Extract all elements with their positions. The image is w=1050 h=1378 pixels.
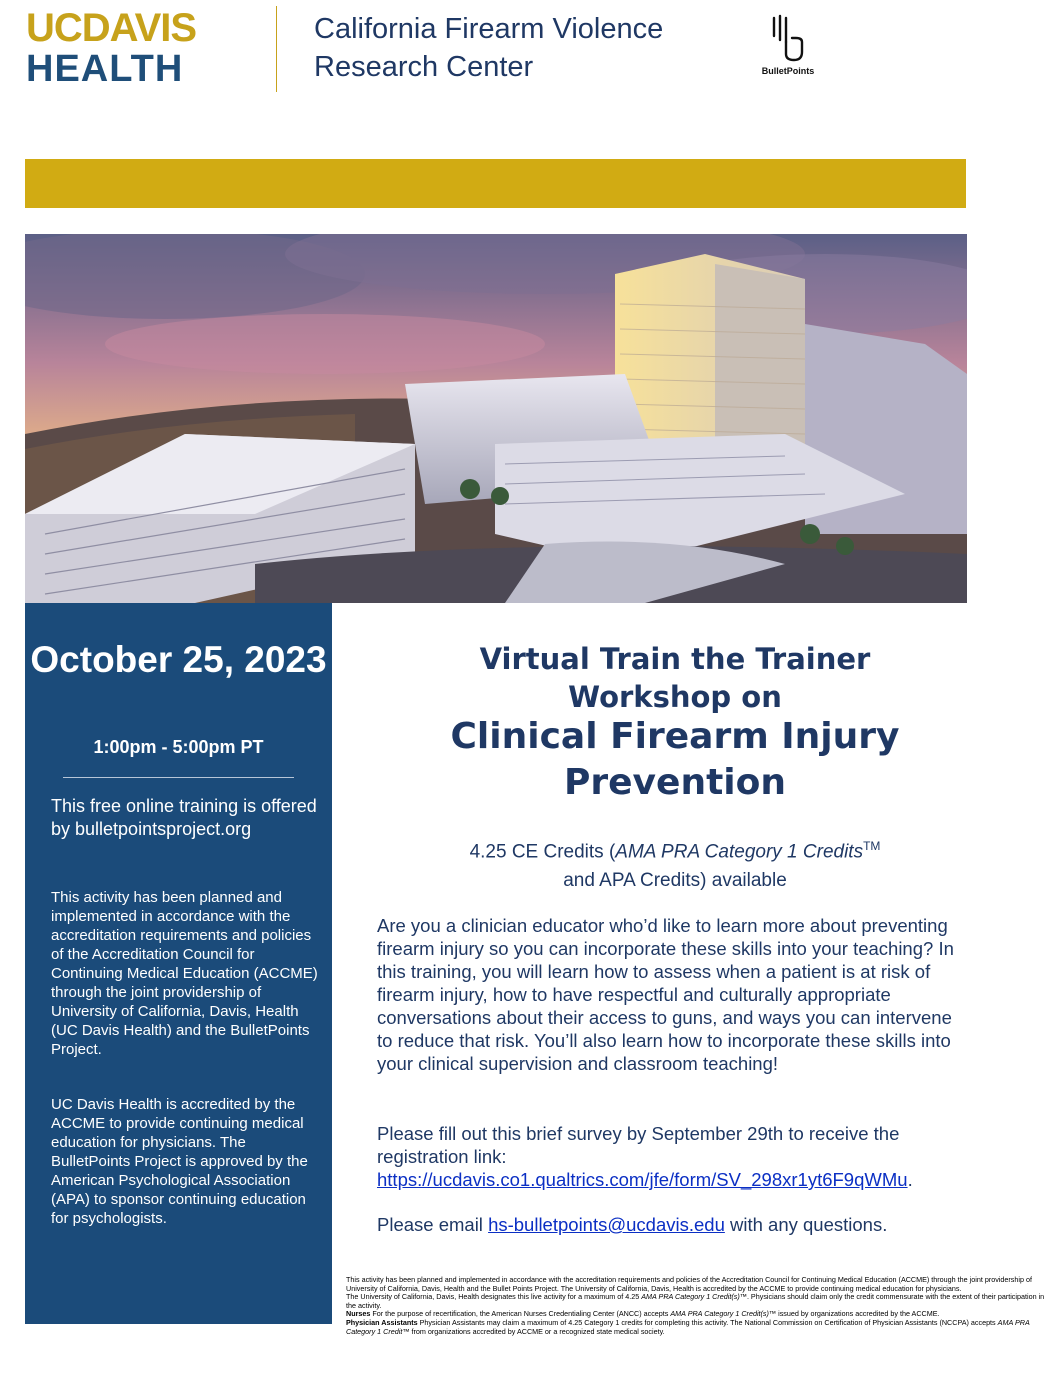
title-line-1: Virtual Train the Trainer: [479, 642, 871, 676]
center-name: [314, 10, 663, 86]
uc-davis-health-logo: [26, 8, 196, 88]
email-link[interactable]: hs-bulletpoints@ucdavis.edu: [488, 1214, 725, 1235]
gold-banner-bar: [25, 159, 966, 208]
accreditation-paragraph: This activity has been planned and implemented in accordance with the accreditation requirements and policies of the Accreditation Council for Continuing Medical Education (ACCME) through the joint providership of University of California, Davis, Health (UC Davis Health) and the BulletPoints Project.: [51, 889, 318, 1058]
footnote-p4-b: AMA PRA Category 1 Credit™: [346, 1317, 1030, 1336]
workshop-title-top: [340, 640, 1010, 716]
footnote-p4-a: Physician Assistants may claim a maximum of 4.25 Category 1 credits for completing this activity. The National Commission on Certification of Physician Assistants (NCCPA) accepts: [417, 1317, 998, 1327]
footnote-p4-c: from organizations accredited by ACCME or a recognized state medical society.: [409, 1326, 665, 1336]
credits-trademark: TM: [863, 839, 881, 853]
credits-prefix: 4.25 CE Credits (: [469, 841, 616, 863]
intro-paragraph: Are you a clinician educator who’d like to learn more about preventing firearm injury so you can incorporate these skills into your teaching? In this training, you will learn how to assess when a patient is at risk of firearm injury, how to have respectful and culturally appropriate conversations about their access to guns, and ways you can intervene to reduce that risk. You’ll also learn how to incorporate these skills into your clinical supervision and classroom teaching!: [377, 915, 954, 1074]
footnote-p2-b: AMA PRA Category 1 Credit(s)™: [641, 1292, 747, 1302]
title-line-4: Prevention: [564, 762, 786, 803]
footnote-p1: This activity has been planned and implemented in accordance with the accreditation requirements and policies of the Accreditation Council for Continuing Medical Education (ACCME) through the joint providership of University of California, Davis, Health and the Bullet Points Project. The University of California, Davis, Health is accredited by the ACCME to provide continuing medical education for physicians.: [346, 1275, 1032, 1293]
logo-davis-text: DAVIS: [81, 6, 197, 50]
hospital-campus-illustration: [25, 234, 967, 603]
email-suffix: with any questions.: [724, 1214, 888, 1235]
footnote-p4: [346, 1319, 1046, 1336]
logo-health-text: HEALTH: [26, 48, 184, 90]
email-paragraph: [377, 1213, 967, 1236]
credits-info: [340, 832, 1010, 895]
header-divider: [276, 6, 277, 92]
footnote-p3-c: issued by organizations accredited by the ACCME.: [776, 1309, 940, 1319]
event-info-panel: [25, 603, 332, 1324]
center-name-line1: California Firearm Violence: [314, 13, 664, 45]
footnote-nurses-label: Nurses: [346, 1309, 371, 1319]
footnote-pa-label: Physician Assistants: [346, 1317, 418, 1327]
footnote-p3-b: AMA PRA Category 1 Credit(s)™: [670, 1309, 777, 1319]
email-prefix: Please email: [377, 1214, 489, 1235]
bulletpoints-logo-text: BulletPoints: [761, 66, 815, 76]
title-line-2: Workshop on: [568, 680, 782, 714]
footnote-p2-a: The University of California, Davis, Health designates this live activity for a maximum of 4.25: [346, 1292, 642, 1302]
panel-divider: [63, 777, 294, 778]
center-name-line2: Research Center: [314, 51, 534, 83]
survey-link[interactable]: https://ucdavis.co1.qualtrics.com/jfe/form/SV_298xr1yt6F9qWMu: [377, 1169, 908, 1190]
survey-end: .: [907, 1169, 913, 1190]
accredited-by-paragraph: UC Davis Health is accredited by the ACCME to provide continuing medical education for physicians. The BulletPoints Project is approved by the American Psychological Association (APA) to sponsor continuing education for psychologists.: [51, 1096, 308, 1227]
accreditation-footnote: [346, 1276, 1046, 1336]
bulletpoints-hand-icon: [768, 12, 808, 64]
footnote-p2-c: . Physicians should claim only the credit commensurate with the extent of their participation in the activity.: [346, 1292, 1045, 1310]
free-training-note: This free online training is offered by bulletpointsproject.org: [51, 796, 317, 839]
workshop-title-main: [340, 714, 1010, 806]
credits-suffix: and APA Credits) available: [563, 870, 787, 892]
survey-paragraph: [377, 1122, 967, 1191]
footnote-p2: [346, 1293, 1046, 1310]
footnote-p3-a: For the purpose of recertification, the American Nurses Credentialing Center (ANCC) accepts: [370, 1309, 671, 1319]
event-date: October 25, 2023: [30, 639, 327, 680]
survey-text: Please fill out this brief survey by September 29th to receive the registration link:: [377, 1123, 900, 1167]
title-line-3: Clinical Firearm Injury: [450, 716, 900, 757]
logo-uc-text: UC: [26, 6, 82, 50]
hospital-campus-photo: [25, 234, 967, 603]
credits-ama-label: AMA PRA Category 1 Credits: [615, 841, 864, 863]
bulletpoints-logo: [748, 12, 828, 76]
event-time: 1:00pm - 5:00pm PT: [93, 737, 264, 757]
